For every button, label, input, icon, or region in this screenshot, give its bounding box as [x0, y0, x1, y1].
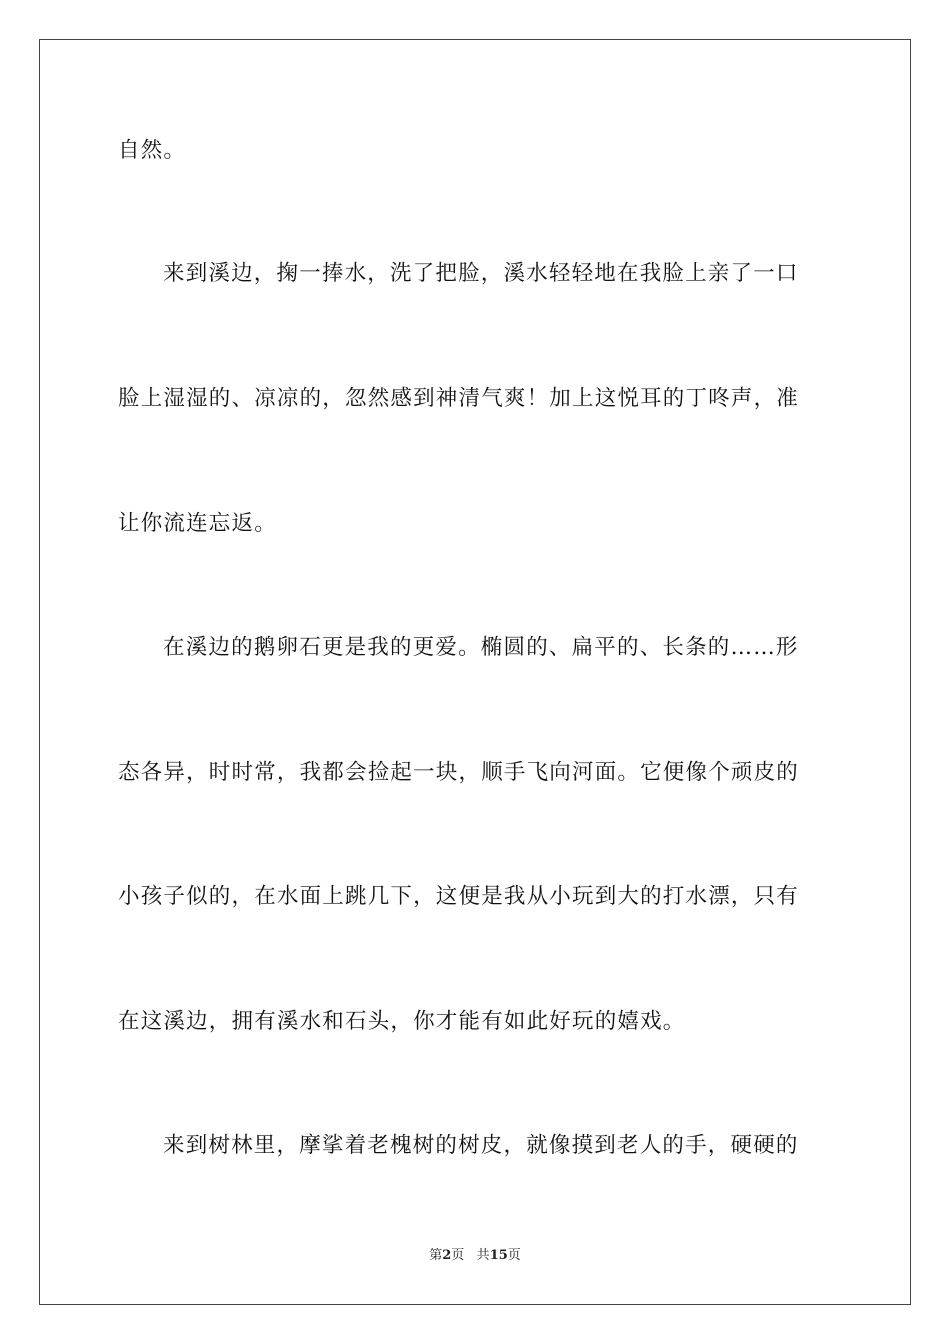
page-footer — [0, 1247, 950, 1265]
text-line-5: 在溪边的鹅卵石更是我的更爱。椭圆的、扁平的、长条的……形 — [163, 635, 799, 660]
page-prefix: 第 — [429, 1248, 443, 1263]
page-frame — [39, 39, 911, 1305]
text-line-1: 自然。 — [118, 138, 187, 163]
page-suffix: 页 — [451, 1248, 465, 1263]
text-line-7: 小孩子似的，在水面上跳几下，这便是我从小玩到大的打水漂，只有 — [118, 884, 800, 909]
text-line-3: 脸上湿湿的、凉凉的，忽然感到神清气爽！加上这悦耳的丁咚声，准 — [118, 386, 800, 411]
text-line-9: 来到树林里，摩挲着老槐树的树皮，就像摸到老人的手，硬硬的 — [163, 1133, 799, 1158]
page-number: 2 — [442, 1248, 452, 1263]
text-line-8: 在这溪边，拥有溪水和石头，你才能有如此好玩的嬉戏。 — [118, 1009, 686, 1034]
text-line-4: 让你流连忘返。 — [118, 511, 277, 536]
total-prefix: 共 — [476, 1248, 490, 1263]
total-suffix: 页 — [507, 1248, 521, 1263]
total-pages: 15 — [489, 1248, 508, 1263]
text-line-6: 态各异，时时常，我都会捡起一块，顺手飞向河面。它便像个顽皮的 — [118, 760, 800, 785]
text-line-2: 来到溪边，掬一捧水，洗了把脸，溪水轻轻地在我脸上亲了一口 — [163, 261, 799, 286]
